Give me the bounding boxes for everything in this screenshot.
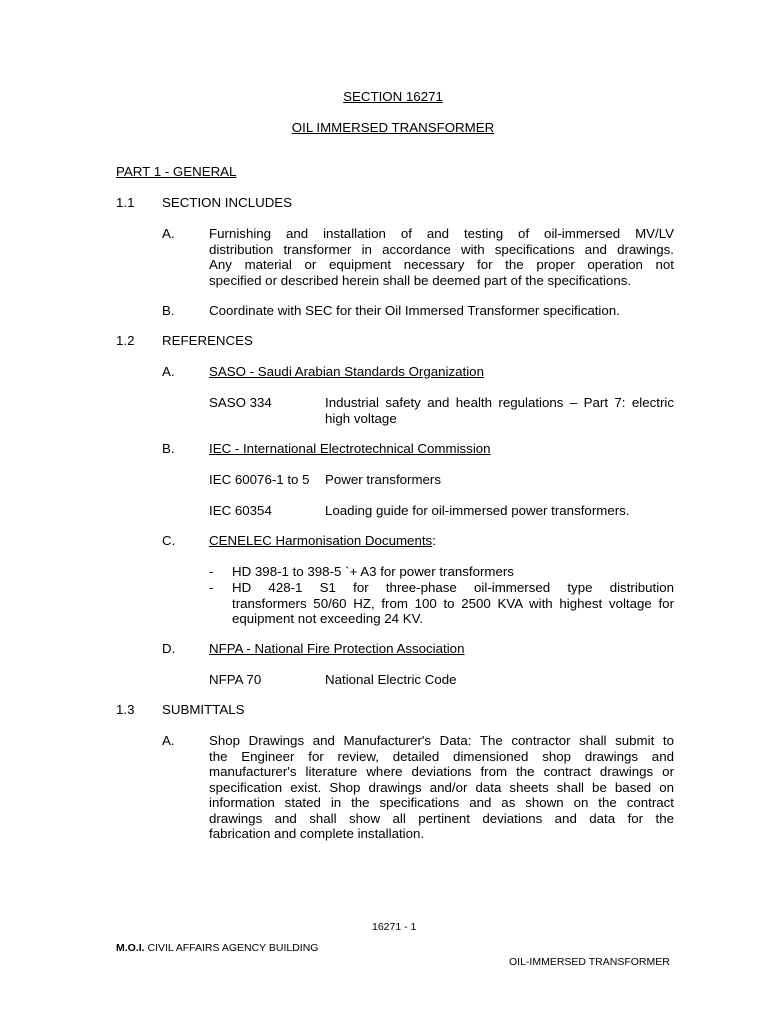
reference-description: National Electric Code (325, 672, 457, 687)
item-letter: A. (162, 733, 175, 748)
section-number: 1.2 (116, 333, 135, 348)
paragraph: Coordinate with SEC for their Oil Immersed Transformer specification. (209, 303, 620, 318)
reference-description: Loading guide for oil-immersed power transformers. (325, 503, 630, 518)
reference-code: SASO 334 (209, 395, 272, 410)
footer-org-name: CIVIL AFFAIRS AGENCY BUILDING (144, 942, 319, 954)
reference-description: Industrial safety and health regulations – Part 7: electric high voltage (325, 395, 674, 426)
section-number: 1.3 (116, 702, 135, 717)
reference-code: IEC 60354 (209, 503, 272, 518)
reference-description: Power transformers (325, 472, 442, 487)
heading-suffix: : (432, 533, 436, 548)
footer-organization (116, 942, 318, 954)
footer-document-name: OIL-IMMERSED TRANSFORMER (509, 956, 670, 968)
section-heading: SECTION INCLUDES (162, 195, 293, 210)
item-letter: C. (162, 533, 176, 548)
item-letter: B. (162, 441, 175, 456)
section-number: 1.1 (116, 195, 135, 210)
reference-heading: NFPA - National Fire Protection Association (209, 641, 465, 656)
section-heading: SUBMITTALS (162, 702, 245, 717)
paragraph: Shop Drawings and Manufacturer's Data: The contractor shall submit to the Engineer for review, detailed dimensioned shop drawings and manufacturer's literature where deviations from the contract drawings or specification exist. Shop drawings and/or data sheets shall be based on information stated in the specifications and as shown on the contract drawings and shall show all pertinent deviations and data for the fabrication and complete installation. (209, 733, 674, 841)
document-title: OIL IMMERSED TRANSFORMER (291, 120, 495, 135)
item-letter: A. (162, 364, 175, 379)
reference-heading-line (209, 533, 436, 549)
reference-heading: CENELEC Harmonisation Documents (209, 533, 433, 548)
item-letter: D. (162, 641, 176, 656)
reference-heading: SASO - Saudi Arabian Standards Organization (209, 364, 484, 379)
item-letter: A. (162, 226, 175, 241)
bullet-dash: - (209, 564, 214, 579)
reference-code: IEC 60076-1 to 5 (209, 472, 310, 487)
section-title: SECTION 16271 (343, 89, 443, 104)
bullet-text: HD 398-1 to 398-5 `+ A3 for power transformers (232, 564, 514, 579)
reference-heading: IEC - International Electrotechnical Commission (209, 441, 491, 456)
reference-code: NFPA 70 (209, 672, 262, 687)
section-heading: REFERENCES (162, 333, 253, 348)
page-number: 16271 - 1 (372, 921, 417, 933)
bullet-dash: - (209, 580, 214, 595)
paragraph: Furnishing and installation of and testing of oil-immersed MV/LV distribution transformer in accordance with specifications and drawings. Any material or equipment necessary for the proper operation not specified or described herein shall be deemed part of the specifications. (209, 226, 674, 288)
item-letter: B. (162, 303, 175, 318)
bullet-text: HD 428-1 S1 for three-phase oil-immersed type distribution transformers 50/60 HZ, from 100 to 2500 KVA with highest voltage for equipment not exceeding 24 KV. (232, 580, 674, 626)
footer-org-abbrev: M.O.I. (116, 942, 145, 954)
part-title: PART 1 - GENERAL (116, 164, 237, 179)
